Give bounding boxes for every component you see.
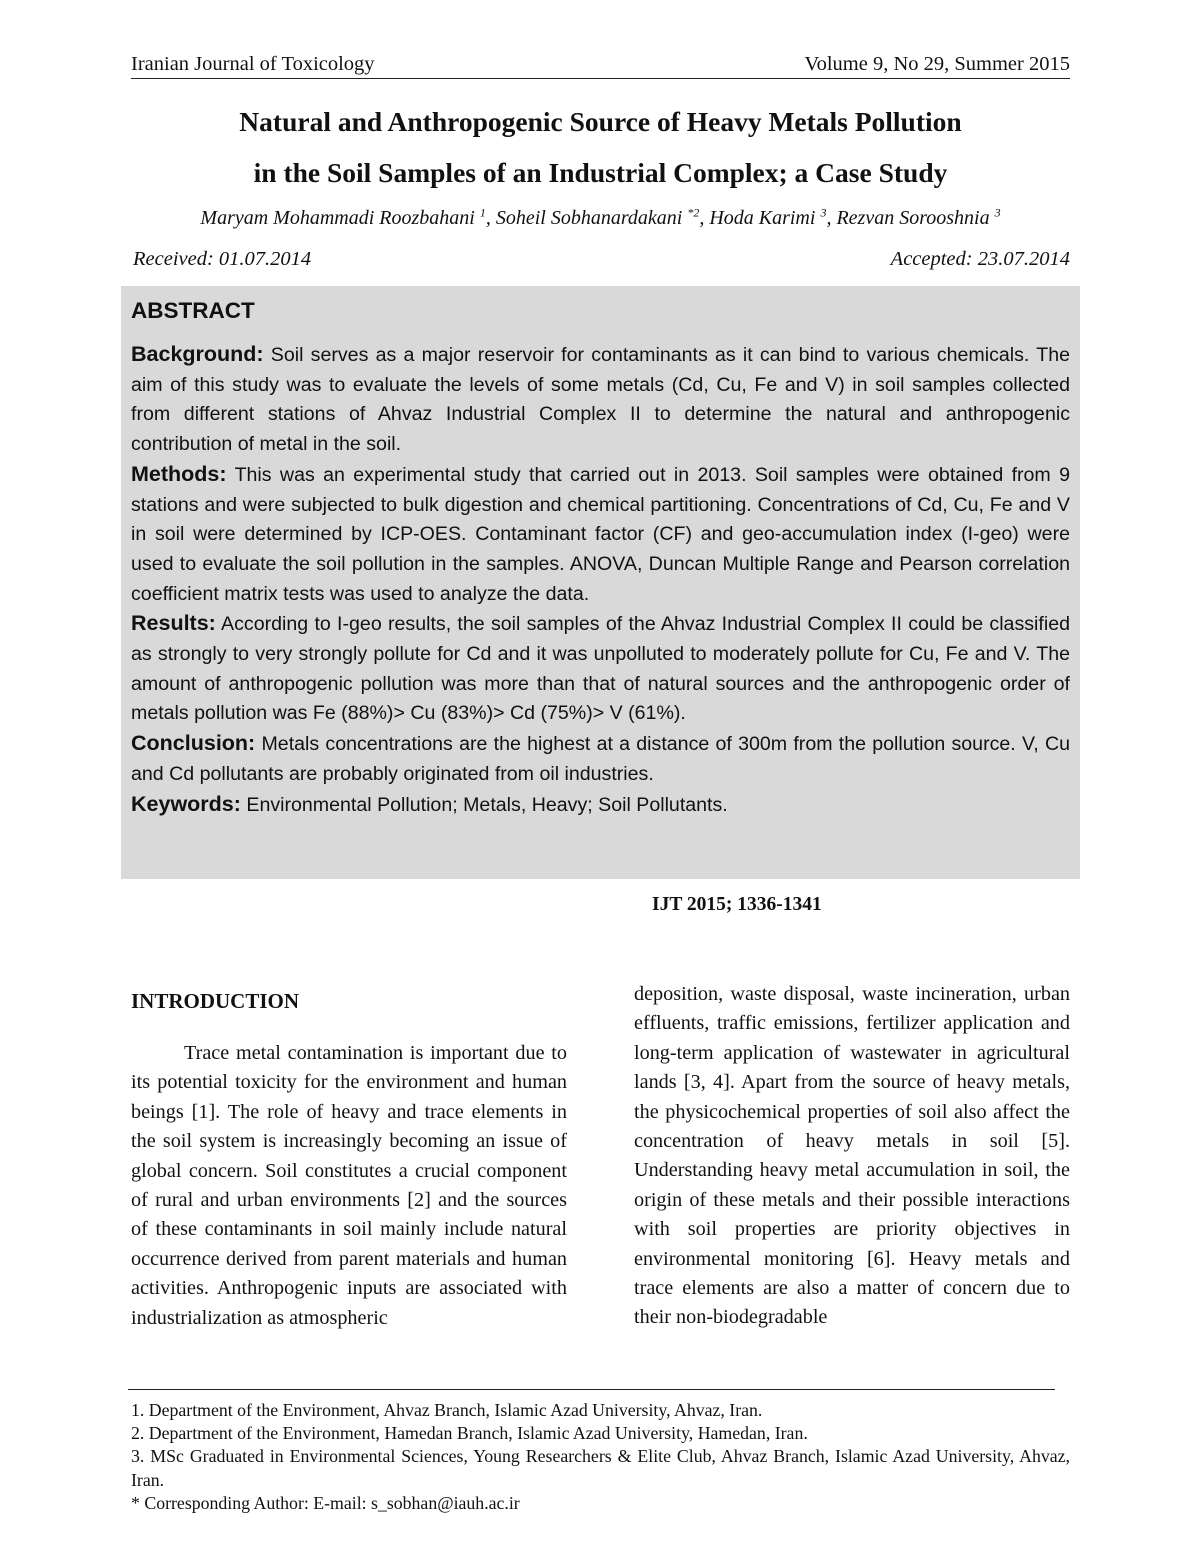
- abstract-body: [131, 340, 1070, 820]
- author-name: Maryam Mohammadi Roozbahani: [200, 207, 475, 229]
- abstract-results: [131, 609, 1070, 729]
- abstract-background: [131, 340, 1070, 460]
- journal-name: Iranian Journal of Toxicology: [131, 53, 375, 75]
- introduction-heading: INTRODUCTION: [131, 989, 300, 1013]
- author-affiliation: 3: [820, 205, 827, 220]
- abstract-keywords: [131, 790, 1070, 821]
- footnotes: [131, 1399, 1070, 1515]
- article-dates: [133, 244, 1070, 274]
- footnote: 3. MSc Graduated in Environmental Sciences, Young Researchers & Elite Club, Ahvaz Branch, Islamic Azad University, Ahvaz, Iran.: [131, 1446, 1070, 1490]
- paper-title-line-2: in the Soil Samples of an Industrial Complex; a Case Study: [253, 157, 948, 188]
- conclusion-text: Metals concentrations are the highest at a distance of 300m from the pollution source. V, Cu and Cd pollutants are probably originated from oil industries.: [131, 733, 1070, 785]
- citation: IJT 2015; 1336-1341: [652, 894, 822, 915]
- author-affiliation: 1: [479, 205, 486, 220]
- abstract-conclusion: [131, 729, 1070, 789]
- author-name: Soheil Sobhanardakani: [495, 207, 683, 229]
- accepted-date: Accepted: 23.07.2014: [890, 248, 1070, 270]
- issue-info: Volume 9, No 29, Summer 2015: [804, 53, 1070, 75]
- background-label: Background:: [131, 342, 264, 366]
- author-name: Rezvan Sorooshnia: [836, 207, 990, 229]
- footnote-divider: [128, 1389, 1055, 1390]
- results-label: Results:: [131, 611, 216, 636]
- body-column-left: [131, 1039, 567, 1333]
- received-date: Received: 01.07.2014: [133, 248, 312, 270]
- author-affiliation: *2: [687, 205, 700, 220]
- methods-label: Methods:: [131, 461, 227, 486]
- footnote: 2. Department of the Environment, Hamedan Branch, Islamic Azad University, Hamedan, Iran.: [131, 1423, 808, 1444]
- author-separator: ,: [699, 207, 710, 229]
- keywords-text: Environmental Pollution; Metals, Heavy; Soil Pollutants.: [246, 793, 728, 816]
- author-affiliation: 3: [994, 205, 1001, 220]
- background-text: Soil serves as a major reservoir for contaminants as it can bind to various chemicals. The aim of this study was to evaluate the levels of some metals (Cd, Cu, Fe and V) in soil samples collected from different stations of Ahvaz Industrial Complex II to determine the natural and anthropogenic contribution of metal in the soil.: [131, 344, 1070, 456]
- abstract-heading: ABSTRACT: [131, 298, 255, 323]
- running-head: [131, 50, 1070, 79]
- keywords-label: Keywords:: [131, 791, 241, 816]
- author-separator: ,: [826, 207, 837, 229]
- author-separator: ,: [485, 207, 496, 229]
- conclusion-label: Conclusion:: [131, 731, 256, 756]
- methods-text: This was an experimental study that carried out in 2013. Soil samples were obtained from 9 stations and were subjected to bulk digestion and chemical partitioning. Concentrations of Cd, Cu, Fe and V in soil were determined by ICP-OES. Contaminant factor (CF) and geo-accumulation index (I-geo) were used to evaluate the soil pollution in the samples. ANOVA, Duncan Multiple Range and Pearson correlation coefficient matrix tests was used to analyze the data.: [131, 463, 1071, 605]
- body-paragraph: Trace metal contamination is important due to its potential toxicity for the environment and human beings [1]. The role of heavy and trace elements in the soil system is increasingly becoming an issue of global concern. Soil constitutes a crucial component of rural and urban environments [2] and the sources of these contaminants in soil mainly include natural occurrence derived from parent materials and human activities. Anthropogenic inputs are associated with industrialization as atmospheric: [131, 1042, 567, 1329]
- paper-title-line-1: Natural and Anthropogenic Source of Heavy Metals Pollution: [239, 106, 962, 137]
- author-list: [131, 203, 1070, 233]
- author-name: Hoda Karimi: [709, 207, 816, 229]
- results-text: According to I-geo results, the soil samples of the Ahvaz Industrial Complex II could be classified as strongly to very strongly pollute for Cd and it was unpolluted to moderately pollute for Cu, Fe and V. The amount of anthropogenic pollution was more than that of natural sources and the anthropogenic order of metals pollution was Fe (88%)> Cu (83%)> Cd (75%)> V (61%).: [131, 613, 1070, 725]
- body-column-right: [634, 980, 1070, 1333]
- body-paragraph: deposition, waste disposal, waste incineration, urban effluents, traffic emissions, fertilizer application and long-term application of wastewater in agricultural lands [3, 4]. Apart from the source of heavy metals, the physicochemical properties of soil also affect the concentration of heavy metals in soil [5]. Understanding heavy metal accumulation in soil, the origin of these metals and their possible interactions with soil properties are priority objectives in environmental monitoring [6]. Heavy metals and trace elements are also a matter of concern due to their non-biodegradable: [634, 983, 1070, 1329]
- abstract-methods: [131, 460, 1070, 610]
- footnote: 1. Department of the Environment, Ahvaz Branch, Islamic Azad University, Ahvaz, Iran.: [131, 1400, 763, 1420]
- footnote: * Corresponding Author: E-mail: s_sobhan@iauh.ac.ir: [131, 1492, 520, 1513]
